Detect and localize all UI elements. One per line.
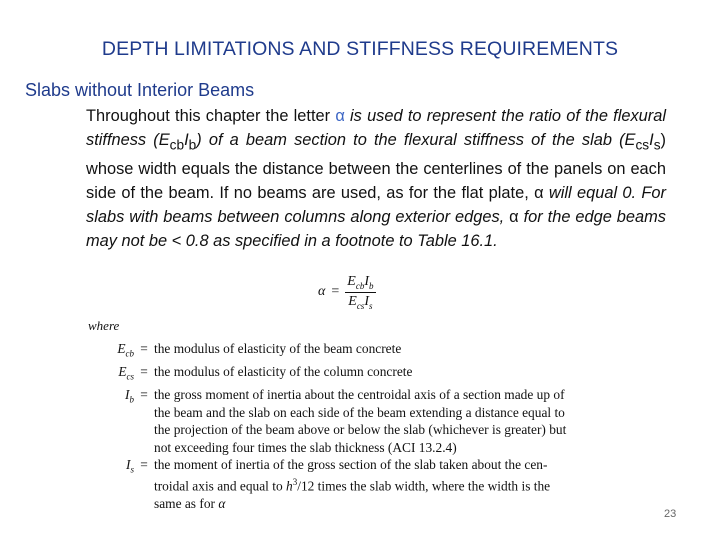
formula-denominator: $E_{cs}I_s$ <box>348 293 373 311</box>
definition-text: the modulus of elasticity of the column concrete <box>154 364 413 380</box>
page-number: 23 <box>664 508 677 520</box>
definition-symbol: $I_b$ <box>125 387 134 406</box>
definition-text: the modulus of elasticity of the beam concrete <box>154 341 402 356</box>
definition-equals: = <box>140 457 148 473</box>
formula-equals: = <box>331 284 340 300</box>
formula-fraction <box>345 274 375 311</box>
body-paragraph: Throughout this chapter the letter α is used to represent the ratio of the flexural stiffness $(E_{cb}I_b)$ of a beam section to the flexural stiffness of the slab $(E_{cs}I_s)$ whose width equals the distance between the centerlines of the panels on each side of the beam. If no beams are used, as for the flat plate, α will equal 0. For slabs with beams between columns along exterior edges, α for the edge beams may not be < 0.8 as specified in a footnote to Table 16.1. <box>86 107 666 251</box>
slide-title: DEPTH LIMITATIONS AND STIFFNESS REQUIREMENTS <box>101 38 619 60</box>
slide-subtitle: Slabs without Interior Beams <box>25 80 255 100</box>
alpha-formula <box>318 274 376 311</box>
definition-equals: = <box>140 387 148 403</box>
definition-is <box>96 456 634 512</box>
definition-ib <box>96 386 634 456</box>
definition-symbol: $E_{cs}$ <box>118 364 134 382</box>
formula-numerator: $E_{cb}I_b$ <box>347 274 374 291</box>
where-label: where <box>88 318 120 333</box>
definition-equals: = <box>140 341 148 356</box>
definition-equals: = <box>140 364 148 380</box>
definition-ecb <box>96 340 634 363</box>
formula-lhs: α <box>318 284 326 300</box>
definition-ecs <box>96 363 634 386</box>
definition-text: the gross moment of inertia about the centroidal axis of a section made up of the beam and the slab on each side of the beam extending a distance equal to the projection of the beam above or below the slab (whichever is greater) but not exceeding four times the slab thickness (ACI 13.2.4) <box>154 387 567 455</box>
definition-symbol: $E_{cb}$ <box>117 341 134 359</box>
definition-text: the moment of inertia of the gross section of the slab taken about the cen- troidal axis and equal to $h^3/12$ times the slab width, where the width is the same as for α <box>154 457 551 511</box>
definition-symbol: $I_s$ <box>126 457 134 476</box>
alpha-symbol: α <box>335 107 345 125</box>
definitions-list <box>96 340 634 512</box>
